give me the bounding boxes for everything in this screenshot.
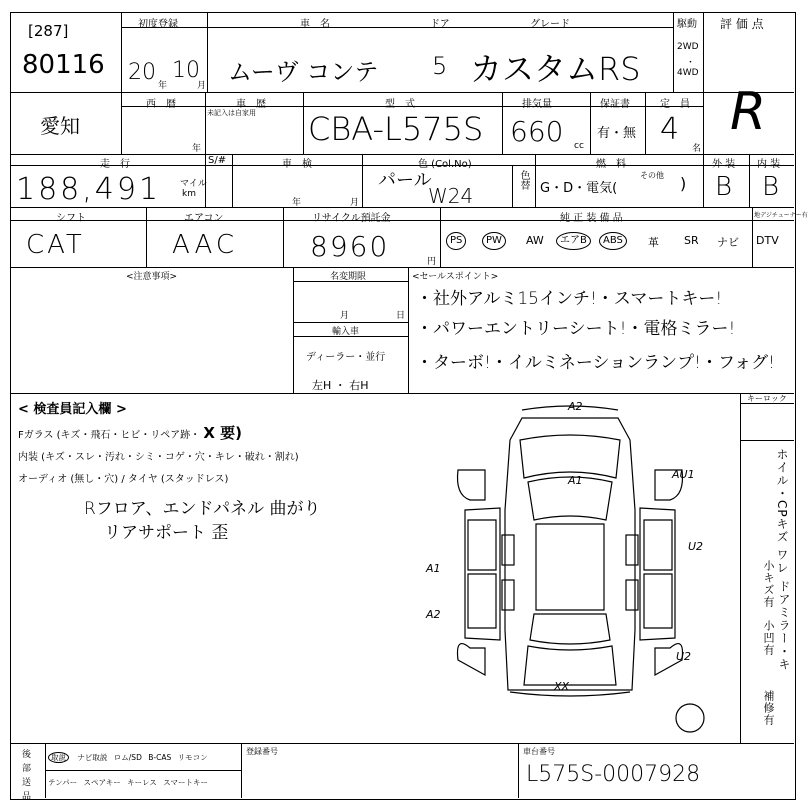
shaken-label: 車 検 (282, 159, 312, 170)
car-roof (536, 524, 604, 610)
first-registration-label: 初度登録 (138, 19, 178, 30)
rear-bumper (510, 692, 630, 696)
navi-manual-item: ナビ取説 (77, 753, 108, 762)
temper-item: テンパー (48, 778, 78, 787)
color-change-label: 色替 (518, 170, 529, 190)
shift: CAT (26, 230, 85, 260)
aircon-label: エアコン (184, 213, 224, 224)
divider (293, 267, 294, 393)
dealer-label: ディーラー・並行 (306, 352, 386, 363)
sales-point-line: ・ターボ!・イルミネーションランプ!・フォグ! (416, 353, 775, 373)
sales-point-line: ・社外アルミ15インチ!・スマートキー! (416, 289, 723, 309)
first-registration-month: 10 (172, 58, 200, 83)
car-name-label: 車 名 (300, 19, 330, 30)
shift-label: シフト (56, 213, 86, 224)
divider (10, 207, 794, 208)
damage-mark: A2 (426, 608, 441, 621)
divider (10, 743, 794, 744)
car-left-door-front (468, 520, 496, 570)
inspector-note: Rフロア、エンドパネル 曲がり (84, 499, 321, 519)
divider (673, 12, 674, 92)
capacity-label: 定 員 (660, 99, 690, 110)
equipment-airbag: エアB (556, 232, 591, 250)
fuel-options: G・D・電気( (540, 181, 618, 196)
meigi-day-unit: 日 (396, 311, 406, 321)
divider (207, 12, 208, 92)
recycle-unit: 円 (427, 257, 437, 267)
interior-label: 内 装 (757, 159, 781, 170)
equipment-sr: SR (684, 234, 699, 247)
location: 愛知 (40, 114, 80, 138)
displacement: 660 (510, 115, 564, 148)
footer-items-top (48, 752, 208, 763)
divider (502, 92, 503, 154)
caution-label: <注意事項> (126, 272, 178, 282)
damage-mark: XX (554, 680, 570, 693)
damage-mark: A1 (426, 562, 441, 575)
divider (10, 267, 794, 268)
capacity-unit: 名 (692, 144, 702, 154)
sales-point-label: <セールスポイント> (412, 272, 499, 282)
spare-key-item: スペアキー (83, 778, 121, 787)
mile-unit: マイル (180, 179, 207, 189)
fuel-other: その他 (640, 171, 664, 180)
equipment-abs: ABS (599, 232, 627, 250)
divider (10, 92, 794, 93)
color-name: パール (378, 170, 432, 191)
meigi-month-unit: 月 (340, 311, 350, 321)
equipment-ps: PS (446, 232, 466, 250)
recycle-label: リサイクル預託金 (312, 213, 391, 224)
recycle-fee: 8960 (310, 230, 390, 263)
displacement-label: 排気量 (522, 99, 552, 110)
car-right-door-rear (644, 574, 672, 628)
auction-number: [287] (28, 22, 69, 40)
fuel-close: ) (680, 174, 687, 193)
bcas-item: B-CAS (148, 753, 172, 762)
inspector-note: リアサポート 歪 (104, 523, 229, 543)
car-body-outline (505, 418, 635, 690)
divider (590, 92, 591, 154)
damage-mark: A1 (568, 474, 583, 487)
divider (408, 267, 409, 393)
divider (740, 440, 794, 441)
equipment-navi: ナビ (717, 236, 739, 249)
equipment-pw: PW (482, 232, 506, 250)
score: R (730, 82, 767, 142)
divider (645, 92, 646, 154)
door-mirror-legend: ドアミラー・キ (777, 580, 791, 671)
divider (535, 154, 536, 207)
damage-mark: U2 (688, 540, 704, 553)
divider (205, 92, 206, 154)
car-rear-glass (530, 614, 610, 644)
exterior-grade: B (715, 172, 733, 202)
meigi-deadline-label: 名変期限 (330, 272, 367, 282)
keyless-item: キーレス (127, 778, 157, 787)
car-right-window-front (626, 535, 638, 565)
glass-line (18, 422, 242, 443)
divider (121, 12, 122, 154)
divider (703, 154, 704, 207)
equipment-leather: 革 (648, 236, 659, 249)
manual-item: 取説 (48, 752, 69, 763)
drive-2wd: 2WD (677, 42, 699, 52)
history-note: 未記入は自家用 (207, 109, 256, 117)
divider (749, 154, 750, 207)
repair-legend: 補修有 (762, 690, 775, 726)
year-unit: 年 (158, 81, 168, 91)
equipment-label: 純 正 装 備 品 (560, 213, 623, 224)
drive-dot: ・ (686, 58, 696, 68)
warranty-options: 有・無 (597, 126, 637, 141)
divider (146, 207, 147, 267)
warranty-label: 保証書 (600, 99, 630, 110)
glass-text: Fガラス (キズ・飛石・ヒビ・リペア跡・ (18, 430, 201, 441)
model-label: 型 式 (385, 99, 415, 110)
exterior-label: 外 装 (712, 159, 736, 170)
seireki-year-unit: 年 (192, 144, 202, 154)
sm-label: S/# (208, 155, 227, 166)
footer-items-bottom (48, 777, 208, 788)
remote-item: リモコン (177, 753, 208, 762)
doors-label: ドア (430, 19, 450, 30)
car-tailgate (524, 646, 616, 685)
damage-mark: A2 (568, 400, 583, 413)
glass-repair-required: X 要) (203, 424, 242, 442)
car-damage-diagram (426, 400, 704, 700)
steering-side: 左H ・ 右H (312, 379, 369, 392)
damage-mark: AU1 (672, 468, 695, 481)
divider (303, 92, 304, 154)
score-label: 評 価 点 (720, 17, 764, 31)
shaken-year-unit: 年 (292, 198, 302, 208)
first-registration-year: 20 (128, 60, 156, 85)
import-car-label: 輸入車 (332, 327, 360, 337)
divider (241, 743, 242, 798)
grade: カスタムRS (470, 50, 641, 88)
month-unit: 月 (197, 81, 207, 91)
audio-tire-line: オーディオ (無し・穴) / タイヤ (スタッドレス) (18, 474, 229, 485)
drive-label: 駆動 (677, 19, 697, 30)
damage-mark: U2 (676, 650, 692, 663)
equipment-dtv: DTV (756, 234, 779, 247)
divider (293, 322, 408, 323)
displacement-unit: cc (574, 141, 584, 151)
divider (362, 154, 363, 207)
history-label: 車 歴 (236, 99, 266, 110)
rom-sd-item: ロム/SD (113, 753, 142, 762)
divider (512, 165, 513, 207)
car-left-door-rear (468, 574, 496, 628)
wheel-front-left (458, 470, 486, 500)
drive-4wd: 4WD (677, 68, 699, 78)
tuner-label: 地デジチューナー有 (754, 212, 808, 219)
aircon: AAC (172, 230, 238, 260)
equipment-row (442, 232, 792, 256)
chassis-number-label: 車台番号 (523, 747, 555, 756)
divider (45, 770, 241, 771)
wheel-damage-legend: ホイル・CPキズ ワレ (775, 448, 789, 575)
car-right-door-front (644, 520, 672, 570)
divider (283, 207, 284, 267)
interior-condition-line: 内装 (キズ・スレ・汚れ・シミ・コゲ・穴・キレ・破れ・割れ) (18, 452, 299, 463)
car-left-window-rear (502, 580, 514, 610)
shaken-month-unit: 月 (350, 198, 360, 208)
model-code: CBA-L575S (308, 110, 484, 148)
sales-point-line: ・パワーエントリーシート!・電格ミラー! (416, 319, 736, 339)
divider (440, 207, 441, 267)
interior-grade: B (762, 172, 780, 202)
divider (740, 393, 741, 743)
divider (703, 12, 704, 154)
inspector-title: < 検査員記入欄 > (18, 402, 127, 417)
divider (518, 743, 519, 798)
lot-number: 80116 (22, 50, 105, 80)
divider (232, 154, 233, 207)
car-name: ムーヴ コンテ (228, 58, 379, 86)
car-hood (520, 435, 620, 478)
small-scratch-legend: 小キズ有 (762, 560, 775, 608)
registration-number-label: 登録番号 (246, 747, 278, 756)
small-dent-legend: 小凹有 (762, 620, 775, 656)
keylock-label: キーロック (747, 394, 787, 403)
divider (10, 393, 794, 394)
chassis-number: L575S-0007928 (526, 762, 701, 787)
doors: 5 (432, 52, 448, 80)
grade-label: グレード (530, 19, 570, 30)
mileage-label: 走 行 (100, 159, 130, 170)
wheel-rear-left (458, 644, 486, 675)
color-code: W24 (428, 184, 474, 208)
mileage: 188,491 (16, 172, 162, 207)
equipment-aw: AW (526, 234, 544, 247)
car-right-window-rear (626, 580, 638, 610)
divider (121, 27, 673, 28)
capacity: 4 (660, 112, 680, 147)
rear-delivery-label: 後部送品 (22, 750, 32, 802)
car-left-window-front (502, 535, 514, 565)
color-label: 色 (Col.No) (418, 159, 472, 170)
km-unit: km (182, 189, 196, 199)
seireki-label: 西 暦 (146, 99, 176, 110)
smart-key-item: スマートキー (163, 778, 208, 787)
fuel-label: 燃 料 (596, 159, 626, 170)
